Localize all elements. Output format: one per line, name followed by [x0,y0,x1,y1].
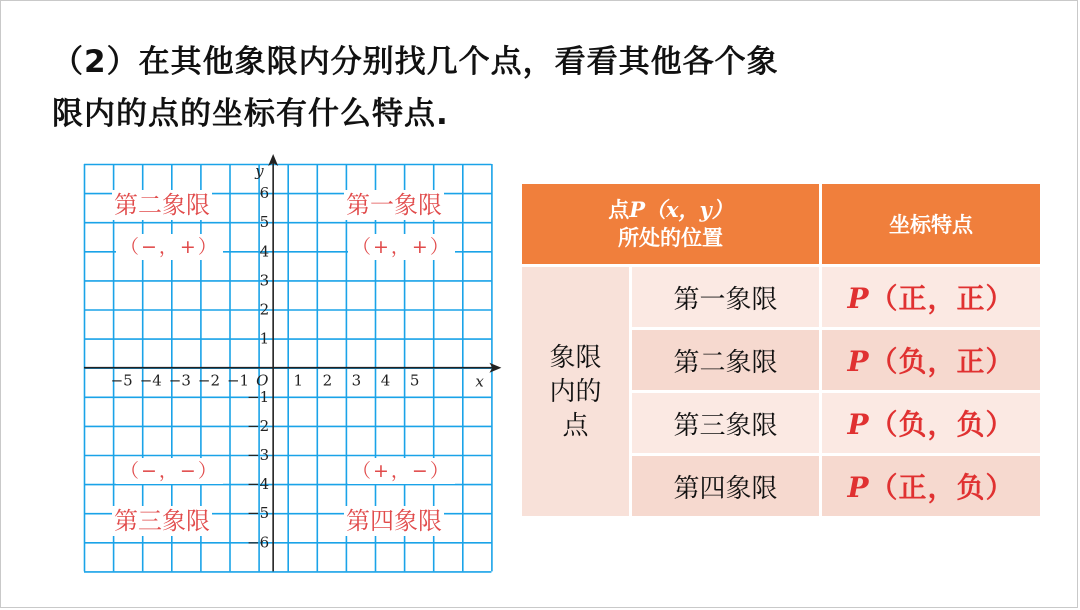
x-tick-label: −2 [197,371,221,390]
quadrant-2-name: 第二象限 [114,191,210,219]
row-sign-feature [822,453,1040,516]
row-position: 第二象限 [632,327,822,390]
quadrant-4-name: 第四象限 [346,507,442,535]
y-axis-label: y [255,162,264,180]
x-tick-label: 5 [409,371,420,390]
row-position: 第一象限 [632,264,822,327]
quadrant-table-grid [522,184,1040,516]
x-tick-label: −4 [139,371,162,390]
x-tick-label: −3 [168,371,191,390]
y-tick-label: 4 [259,242,270,261]
y-tick-label: 6 [259,184,270,203]
y-tick-label: 2 [259,300,270,319]
question-line-1: （2）在其他象限内分别找几个点，看看其他各个象 [52,44,779,80]
x-tick-label: 1 [293,371,304,390]
row-point: P [847,408,870,441]
row-point: P [847,471,870,504]
quadrant-4-signs: （+，−） [348,458,455,484]
quadrant-3-name: 第三象限 [114,507,210,535]
row-point: P [847,282,870,315]
x-axis-label: x [475,372,484,391]
header-point-prefix: 点 [608,198,630,222]
header-point-coords: （x，y） [645,197,733,222]
row-sign-feature [822,264,1040,327]
coordinate-plane [84,164,496,576]
x-tick-label: −1 [226,371,250,390]
row-signs: （负，负） [869,408,1015,441]
row-sign-feature [822,390,1040,453]
x-tick-label: 3 [351,371,362,390]
group-label [522,264,632,516]
y-tick-label: 1 [259,329,270,348]
row-position: 第四象限 [632,453,822,516]
row-point: P [847,345,870,378]
y-tick-label: 5 [259,213,270,232]
header-point-letter: P [629,197,646,222]
x-tick-label: 2 [322,371,333,390]
y-tick-label: −4 [247,475,270,494]
header-feature: 坐标特点 [822,184,1040,264]
y-tick-label: −6 [247,533,270,552]
table-header-row [522,184,1040,264]
row-signs: （正，负） [869,471,1015,504]
y-tick-label: −1 [247,387,270,406]
y-tick-label: −2 [247,416,270,435]
group-label-line: 内的 [549,376,602,407]
row-position: 第三象限 [632,390,822,453]
quadrant-1-name: 第一象限 [346,191,442,219]
origin-label: O [256,371,269,390]
quadrant-table [522,184,1040,516]
header-position [522,184,822,264]
row-signs: （负，正） [869,345,1015,378]
group-label-line: 象限 [549,342,602,373]
header-position-line-2: 所处的位置 [618,226,723,250]
x-tick-label: 4 [380,371,391,390]
y-tick-label: 3 [259,271,270,290]
quadrant-3-signs: （−，−） [116,458,223,484]
quadrant-1-signs: （+，+） [348,234,455,260]
x-tick-label: −5 [110,371,133,390]
row-sign-feature [822,327,1040,390]
y-tick-label: −3 [247,446,270,464]
y-tick-label: −5 [247,504,270,523]
question-line-2: 限内的点的坐标有什么特点. [52,96,449,132]
question-text [52,36,952,140]
row-signs: （正，正） [869,282,1015,315]
quadrant-2-signs: （−，+） [116,234,223,260]
table-row [522,264,1040,327]
group-label-line: 点 [562,410,589,441]
